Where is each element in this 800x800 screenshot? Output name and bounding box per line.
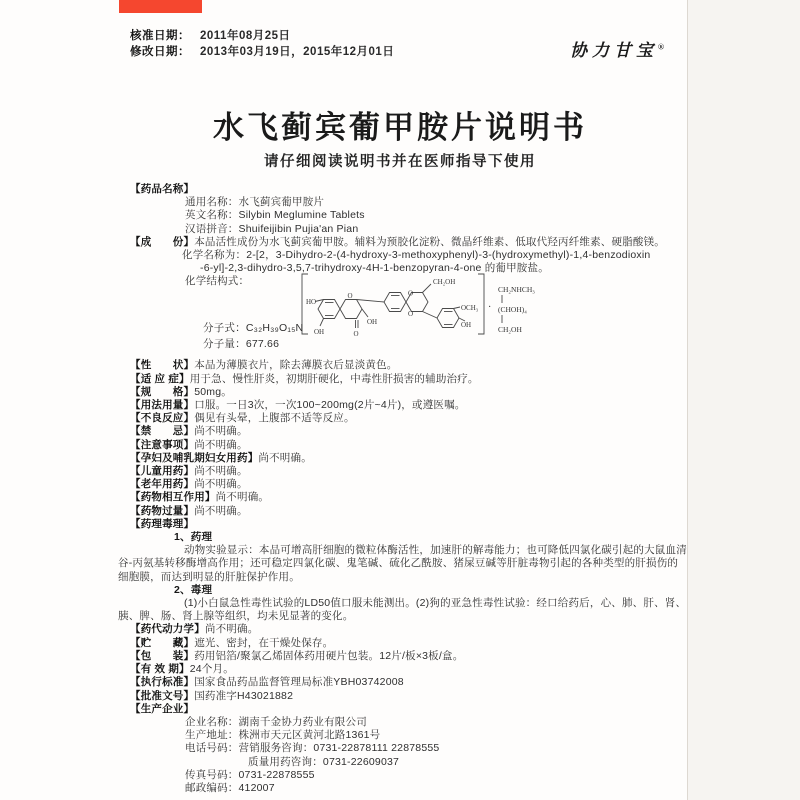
approval-date-label: 核准日期： [130, 30, 190, 42]
section-line [130, 690, 688, 703]
section-line [130, 505, 688, 518]
section-text: (1)小白鼠急性毒性试验的LD50值口服未能测出。(2)狗的亚急性毒性试验：经口给药后，心、肺、肝、肾、胰、脾、肠、肾上腺等组织，均未见显著的变化。 [118, 597, 687, 623]
section-line [130, 465, 688, 478]
revision-date-value: 2013年03月19日，2015年12月01日 [200, 46, 395, 58]
section-label: 【执行标准】 [130, 676, 195, 689]
text-line [130, 756, 688, 769]
section-line [130, 676, 688, 689]
text-line [130, 769, 688, 782]
section-line [130, 425, 688, 438]
section-text: 药用铝箔/聚氯乙烯固体药用硬片包装。12片/板×3板/盒。 [194, 649, 464, 662]
text-line [130, 209, 688, 222]
molecular-formula-value: C₃₂H₃₉O₁₅N [245, 322, 304, 335]
section-text: 尚不明确。 [194, 425, 248, 438]
chem-structure-caption [185, 275, 249, 288]
chem-structure-caption-text: 化学结构式： [185, 275, 250, 288]
section-line [130, 478, 688, 491]
molecular-weight-value: 677.66 [245, 338, 280, 351]
page-title: 水飞蓟宾葡甲胺片说明书 [213, 110, 587, 145]
section-line [130, 412, 688, 425]
section-text: 电话号码：营销服务咨询：0731-22878111 22878555 [185, 742, 440, 755]
meglumine-line-3: CH₂OH [498, 325, 522, 335]
section-line [130, 491, 688, 504]
registered-trademark-icon: ® [658, 42, 664, 52]
section-text: 英文名称：Silybin Meglumine Tablets [185, 209, 365, 222]
molecular-weight-row [203, 338, 279, 351]
section-text: 尚不明确。 [204, 623, 259, 636]
text-line [130, 782, 688, 795]
ho-label: HO [306, 298, 317, 307]
body-part-1 [130, 183, 688, 275]
molecular-formula-row [203, 322, 303, 335]
text-line [130, 223, 688, 236]
section-label: 【适 应 症】 [130, 372, 190, 385]
section-line [130, 663, 688, 676]
section-label: 【生产企业】 [130, 702, 195, 715]
scan-background [688, 0, 800, 800]
section-label: 【不良反应】 [130, 412, 195, 425]
section-label: 【老年用药】 [130, 478, 195, 491]
section-line [130, 386, 688, 399]
chemical-structure-block [130, 275, 688, 359]
text-line [130, 249, 688, 262]
document-body [118, 183, 688, 795]
section-text: 企业名称：湖南千金协力药业有限公司 [185, 715, 367, 728]
section-label: 【药物相互作用】 [130, 491, 216, 504]
section-label: 【有 效 期】 [130, 663, 190, 676]
section-label: 【药理毒理】 [130, 517, 195, 530]
text-line [130, 729, 688, 742]
revision-date-row [130, 44, 394, 60]
meglumine-line-2: (CHOH)₄ [498, 305, 527, 315]
text-line [118, 597, 688, 623]
section-label: 【用法用量】 [130, 399, 195, 412]
o-label-4: O [408, 310, 414, 319]
header-dates [130, 28, 394, 60]
section-label: 【药物过量】 [130, 504, 195, 517]
section-text: -6-yl]-2,3-dihydro-3,5,7-trihydroxy-4H-1-benzopyran-4-one 的葡甲胺盐。 [200, 262, 549, 275]
text-line [130, 742, 688, 755]
section-label: 【规 格】 [130, 385, 195, 398]
section-text: 汉语拼音：Shuifeijibin Pujia'an Pian [185, 222, 359, 235]
subheading-line [130, 584, 688, 597]
section-label: 【孕妇及哺乳期妇女用药】 [130, 451, 259, 464]
section-line [130, 236, 688, 249]
o-label-3: O [408, 289, 414, 298]
section-line [130, 439, 688, 452]
chemical-structure [298, 271, 560, 341]
section-text: 尚不明确。 [194, 438, 248, 451]
ch2oh-label: CH₂OH [433, 278, 456, 287]
molecular-formula-label: 分子式： [203, 322, 246, 335]
section-label: 【儿童用药】 [130, 465, 195, 478]
section-text: 本品为薄膜衣片，除去薄膜衣后显淡黄色。 [194, 359, 398, 372]
molecular-weight-label: 分子量： [203, 338, 246, 351]
section-text: 化学名称为：2-[2，3-Dihydro-2-(4-hydroxy-3-methoxyphenyl)-3-(hydroxymethyl)-1,4-benzodioxin [182, 249, 651, 262]
section-text: 偶见有头晕，上腹部不适等反应。 [194, 412, 355, 425]
section-label: 【贮 藏】 [130, 636, 195, 649]
section-line [130, 703, 688, 716]
approval-date-value: 2011年08月25日 [200, 30, 291, 42]
section-line [130, 637, 688, 650]
section-text: 动物实验显示：本品可增高肝细胞的微粒体酶活性，加速肝的解毒能力；也可降低四氯化碳引起的大鼠血清谷-丙氨基转移酶增高作用；还可稳定四氯化碳、鬼笔碱、硫化乙酰胺、猪屎豆碱等肝脏毒物引起的各种类型的肝损伤的细胞膜，而达到明显的肝脏保护作用。 [118, 544, 687, 583]
section-text: 本品活性成份为水飞蓟宾葡甲胺。辅料为预胶化淀粉、微晶纤维素、低取代羟丙纤维素、硬脂酸镁。 [194, 235, 666, 248]
section-line [130, 399, 688, 412]
section-line [130, 373, 688, 386]
oh-label-2: OH [367, 318, 378, 327]
oh-label-3: OH [461, 321, 472, 330]
section-line [130, 359, 688, 372]
section-text: 国家食品药品监督管理局标准YBH03742008 [194, 676, 404, 689]
section-line [130, 183, 688, 196]
brand-logo [570, 36, 664, 61]
meglumine-line-1: CH₂NHCH₃ [498, 285, 535, 295]
ring-c [340, 300, 362, 319]
section-text: 通用名称：水飞蓟宾葡甲胺片 [185, 196, 325, 209]
text-line [130, 196, 688, 209]
section-text: 尚不明确。 [258, 451, 312, 464]
section-label: 【包 装】 [130, 649, 195, 662]
section-text: 传真号码：0731-22878555 [185, 768, 315, 781]
subheading-line [130, 531, 688, 544]
revision-date-label: 修改日期： [130, 46, 190, 58]
section-line [130, 518, 688, 531]
section-text: 遮光、密封，在干燥处保存。 [194, 636, 334, 649]
section-text: 用于急、慢性肝炎，初期肝硬化，中毒性肝损害的辅助治疗。 [189, 372, 479, 385]
section-text: 质量用药咨询：0731-22609037 [248, 755, 400, 768]
section-line [130, 650, 688, 663]
section-text: 24个月。 [189, 663, 234, 676]
section-text: 尚不明确。 [194, 504, 248, 517]
text-line [118, 544, 688, 584]
section-text: 生产地址：株洲市天元区黄河北路1361号 [185, 729, 381, 742]
section-line [130, 623, 688, 636]
section-label: 【批准文号】 [130, 689, 195, 702]
section-text: 邮政编码：412007 [185, 781, 275, 794]
section-label: 【药代动力学】 [130, 623, 205, 636]
section-text: 口服。一日3次，一次100~200mg(2片~4片)，或遵医嘱。 [194, 399, 466, 412]
red-accent-mark [119, 0, 202, 13]
right-bracket [478, 274, 484, 334]
approval-date-row [130, 28, 394, 44]
section-text: 尚不明确。 [194, 465, 248, 478]
page-subtitle: 请仔细阅读说明书并在医师指导下使用 [264, 154, 536, 170]
section-label: 【药品名称】 [130, 183, 195, 195]
section-text: 2、毒理 [174, 583, 213, 596]
section-label: 【注意事项】 [130, 438, 195, 451]
section-text: 尚不明确。 [194, 478, 248, 491]
och3-label: OCH₃ [461, 304, 479, 313]
section-text: 50mg。 [194, 385, 232, 398]
section-label: 【成 份】 [130, 235, 195, 248]
section-line [130, 452, 688, 465]
salt-dot: · [488, 302, 492, 314]
section-label: 【禁 忌】 [130, 425, 195, 438]
section-text: 尚不明确。 [215, 491, 270, 504]
section-text: 国药准字H43021882 [194, 689, 294, 702]
text-line [130, 716, 688, 729]
section-label: 【性 状】 [130, 359, 195, 372]
oh-label-1: OH [314, 328, 325, 337]
brand-logo-text: 协力甘宝 [570, 41, 658, 60]
body-part-2 [118, 359, 688, 795]
section-text: 1、药理 [174, 531, 213, 544]
o-label-2: O [353, 330, 359, 339]
o-label-1: O [347, 292, 353, 301]
